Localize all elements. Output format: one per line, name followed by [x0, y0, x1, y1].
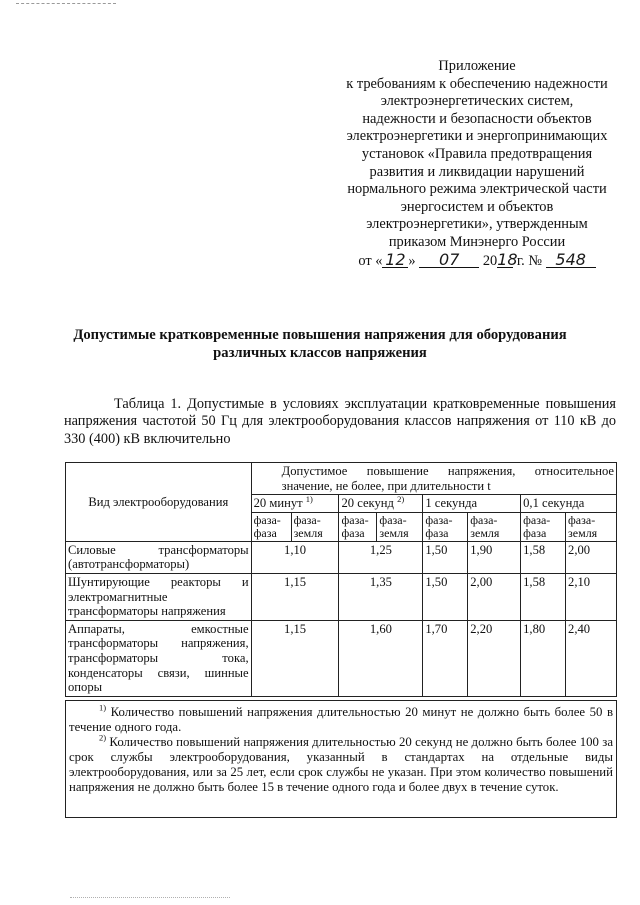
footnote-2 [69, 732, 613, 795]
appendix-line-8: энергосистем и объектов [400, 198, 554, 215]
footnote-ref: 1) [305, 494, 313, 504]
sub-phase-earth: фаза-земля [468, 512, 521, 541]
footnote-text: Количество повышений напряжения длительностью 20 секунд не должно быть более 100 за срок службы электрооборудования, указанный в стандартах на отдельные виды электрооборудования, или за 25 лет, если срок службы не указан. При этом количество повышений напряжения не должно быть более 15 в течение одного года и более двух в течение суток. [69, 735, 613, 794]
appendix-block [318, 58, 636, 270]
cell-20sec: 1,60 [339, 620, 423, 696]
duration-label: 0,1 секунда [523, 496, 585, 511]
cell-20min: 1,15 [251, 620, 339, 696]
order-day: 12 [382, 252, 408, 268]
table-header-row-1 [66, 463, 617, 495]
footnote-text: Количество повышений напряжения длительностью 20 минут не должно быть более 50 в течение одного года. [69, 705, 614, 734]
appendix-line-2: электроэнергетических систем, [380, 93, 574, 110]
row-equipment-name: Аппараты, емкостные трансформаторы напряжения, трансформаторы тока, конденсаторы связи, шинные опоры [66, 620, 252, 696]
cell-01sec-fz: 2,40 [566, 620, 617, 696]
cell-20min: 1,15 [251, 573, 339, 620]
appendix-line-3: надежности и безопасности объектов [362, 110, 592, 127]
appendix-line-0: Приложение [438, 58, 516, 74]
cell-1sec-fz: 2,00 [468, 573, 521, 620]
cell-20min: 1,10 [251, 541, 339, 573]
document-title [40, 326, 600, 362]
sub-phase-phase: фаза-фаза [339, 512, 377, 541]
voltage-table [65, 462, 617, 697]
cell-20sec: 1,35 [339, 573, 423, 620]
header-duration-20sec [339, 495, 423, 513]
scan-mark-bottom [70, 897, 230, 899]
table-row [66, 541, 617, 573]
order-month: 07 [419, 252, 479, 268]
cell-1sec-ff: 1,50 [423, 573, 468, 620]
footnote-mark: 1) [99, 702, 107, 713]
footnote-ref: 2) [397, 494, 405, 504]
cell-1sec-ff: 1,50 [423, 541, 468, 573]
order-year-prefix: 20 [482, 252, 498, 269]
table-row [66, 573, 617, 620]
header-equipment: Вид электрооборудования [66, 463, 252, 542]
appendix-line-4: электроэнергетики и энергопринимающих [346, 128, 608, 145]
cell-01sec-ff: 1,58 [521, 541, 566, 573]
table-caption: Таблица 1. Допустимые в условиях эксплуатации кратковременные повышения напряжения частотой 50 Гц для электрооборудования классов напряжения от 110 кВ до 330 (400) кВ включительно [64, 396, 616, 447]
appendix-line-10: приказом Минэнерго России [388, 233, 566, 250]
scan-mark-top [16, 3, 116, 5]
row-equipment-name: Шунтирующие реакторы и электромагнитные трансформаторы напряжения [66, 573, 252, 620]
sub-phase-earth: фаза-земля [291, 512, 339, 541]
order-number: 548 [546, 252, 596, 268]
appendix-line-1: к требованиям к обеспечению надежности [346, 75, 608, 92]
order-mid: » [408, 252, 416, 269]
header-group: Допустимое повышение напряжения, относительное значение, не более, при длительности t [251, 463, 616, 495]
sub-phase-earth: фаза-земля [566, 512, 617, 541]
order-prefix: от « [358, 252, 383, 269]
appendix-line-6: развития и ликвидации нарушений [369, 163, 585, 180]
document-title-line-1: Допустимые кратковременные повышения напряжения для оборудования [73, 327, 567, 343]
cell-01sec-ff: 1,58 [521, 573, 566, 620]
appendix-line-9: электроэнергетики», утвержденным [366, 216, 588, 233]
cell-01sec-fz: 2,00 [566, 541, 617, 573]
appendix-line-7: нормального режима электрической части [347, 181, 607, 198]
appendix-line-5: установок «Правила предотвращения [361, 145, 593, 162]
cell-01sec-ff: 1,80 [521, 620, 566, 696]
sub-phase-earth: фаза-земля [377, 512, 423, 541]
header-duration-01sec [521, 495, 617, 513]
table-row [66, 620, 617, 696]
footnote-1 [69, 702, 614, 735]
footnotes-block [65, 700, 617, 818]
duration-label: 20 минут [253, 496, 303, 511]
header-duration-1sec [423, 495, 521, 513]
duration-label: 20 секунд [341, 496, 394, 511]
order-year: 18 [497, 249, 518, 269]
document-title-line-2: различных классов напряжения [213, 345, 427, 361]
duration-label: 1 секунда [425, 496, 478, 511]
footnote-mark: 2) [99, 732, 107, 743]
header-duration-20min [251, 495, 339, 513]
row-equipment-name: Силовые трансформаторы (автотрансформаторы) [66, 541, 252, 573]
order-line [318, 249, 636, 271]
cell-1sec-fz: 1,90 [468, 541, 521, 573]
sub-phase-phase: фаза-фаза [251, 512, 291, 541]
cell-1sec-fz: 2,20 [468, 620, 521, 696]
cell-01sec-fz: 2,10 [566, 573, 617, 620]
order-year-suffix: г. № [516, 252, 543, 269]
sub-phase-phase: фаза-фаза [521, 512, 566, 541]
sub-phase-phase: фаза-фаза [423, 512, 468, 541]
cell-1sec-ff: 1,70 [423, 620, 468, 696]
cell-20sec: 1,25 [339, 541, 423, 573]
